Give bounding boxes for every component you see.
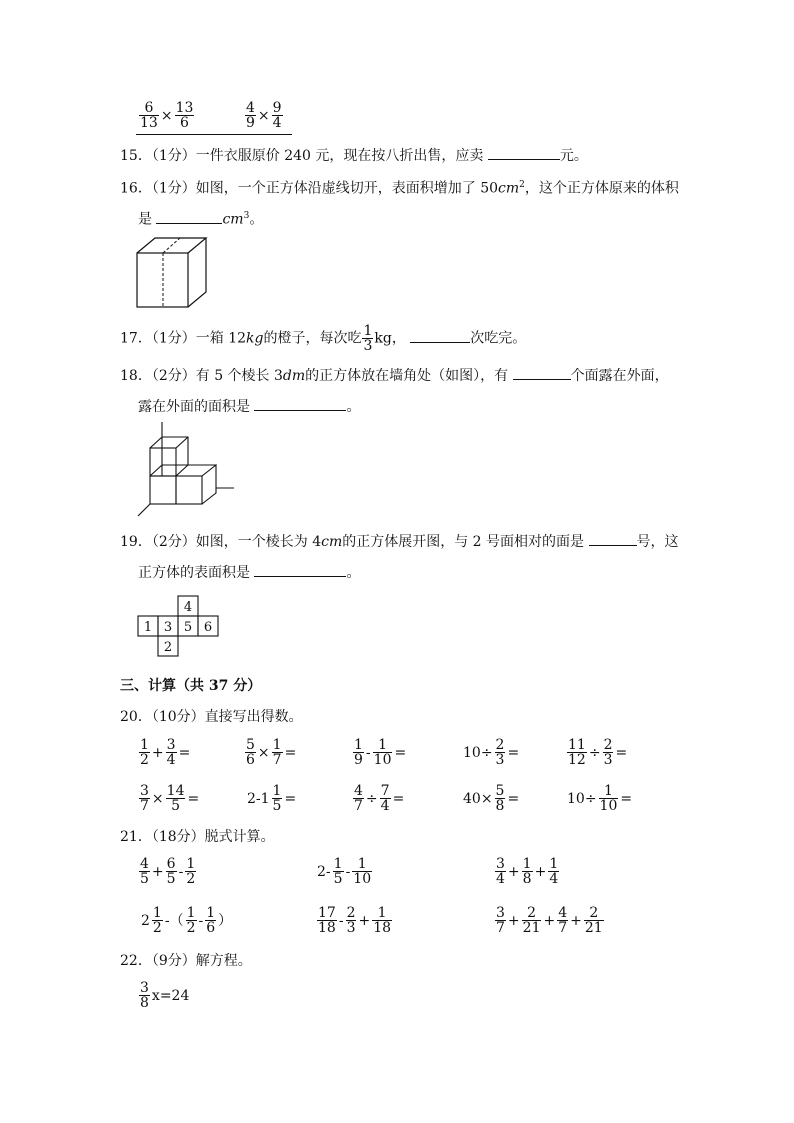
question-20: 20．（10分）直接写出得数。 — [120, 709, 303, 725]
question-19-line2: 正方体的表面积是 。 — [138, 562, 360, 582]
answer-blank-19a[interactable] — [589, 531, 637, 546]
net-face-3: 3 — [163, 620, 173, 635]
q21-r2c2: $\frac{17}{18}$ - $\frac{2}{3}$ + $\frac{1}{18}$ — [318, 905, 392, 936]
answer-blank-18a[interactable] — [513, 365, 571, 380]
q20-item-4: 10÷ $\frac{2}{3}$ = — [463, 737, 520, 768]
top-expression-2: $\frac{4}{9}$ × $\frac{9}{4}$ — [246, 100, 282, 131]
q21-r1c1: $\frac{4}{5}$ + $\frac{6}{5}$ - $\frac{1}{2}$ — [140, 856, 196, 887]
q20-item-7: 2-1 $\frac{1}{5}$ = — [247, 783, 297, 814]
cube-cut-figure — [134, 236, 210, 310]
fraction-one-third: $\frac{1}{3}$ — [363, 323, 373, 354]
net-face-2: 2 — [163, 640, 173, 655]
q20-item-5: $\frac{11}{12}$ ÷ $\frac{2}{3}$ = — [568, 737, 628, 768]
q21-r2c3: $\frac{3}{7}$ + $\frac{2}{21}$ + $\frac{4}{7}$ + $\frac{2}{21}$ — [496, 905, 603, 936]
question-16: 16．（1分）如图，一个正方体沿虚线切开，表面积增加了 $50cm^2$，这个正方体原来的体积 — [120, 180, 679, 197]
net-face-6: 6 — [203, 620, 213, 635]
q20-item-8: $\frac{4}{7}$ ÷ $\frac{7}{4}$ = — [354, 783, 405, 814]
q20-item-3: $\frac{1}{9}$ - $\frac{1}{10}$ = — [354, 737, 407, 768]
q21-r2c1: 2 $\frac{1}{2}$ -（ $\frac{1}{2}$ - $\frac{1}{6}$ ） — [141, 905, 233, 936]
q21-r1c2: 2- $\frac{1}{5}$ - $\frac{1}{10}$ — [317, 856, 372, 887]
q21-r1c3: $\frac{3}{4}$ + $\frac{1}{8}$ + $\frac{1}{4}$ — [496, 856, 559, 887]
answer-blank-19b[interactable] — [254, 562, 346, 577]
question-18-line2: 露在外面的面积是 。 — [138, 396, 360, 416]
question-18: 18．（2分）有 5 个棱长 3dm的正方体放在墙角处（如图），有 个面露在外面， — [120, 365, 669, 385]
q20-item-6: $\frac{3}{7}$ × $\frac{14}{5}$ = — [140, 783, 200, 814]
q20-item-10: 10÷ $\frac{1}{10}$ = — [567, 783, 633, 814]
answer-blank-17[interactable] — [410, 328, 470, 343]
top-expression-1: $\frac{6}{13}$ × $\frac{13}{6}$ — [140, 100, 194, 131]
answer-blank-18b[interactable] — [254, 396, 346, 411]
net-face-5: 5 — [183, 620, 193, 635]
q20-item-9: 40× $\frac{5}{8}$ = — [463, 783, 520, 814]
question-15: 15．（1分）一件衣服原价 240 元，现在按八折出售，应卖 元。 — [120, 145, 588, 165]
q22-equation-1: $\frac{3}{8}$ x=24 — [140, 980, 190, 1011]
question-21: 21．（18分）脱式计算。 — [120, 829, 275, 845]
question-16-line2: 是 $cm^3$。 — [138, 207, 263, 229]
answer-blank-15[interactable] — [488, 145, 560, 160]
q20-item-2: $\frac{5}{6}$ × $\frac{1}{7}$ = — [246, 737, 297, 768]
question-17: 17．（1分）一箱 12kg的橙子，每次吃 $\frac{1}{3}$ kg， 次吃完。 — [120, 323, 527, 354]
cube-net-figure — [136, 594, 224, 658]
question-22: 22．（9分）解方程。 — [120, 953, 252, 969]
question-19: 19．（2分）如图，一个棱长为 4cm的正方体展开图，与 2 号面相对的面是 号，这 — [120, 531, 679, 551]
q20-item-1: $\frac{1}{2}$ + $\frac{3}{4}$ = — [140, 737, 191, 768]
top-divider — [136, 134, 292, 135]
net-face-1: 1 — [143, 620, 153, 635]
answer-blank-16[interactable] — [156, 209, 222, 224]
net-face-4: 4 — [183, 600, 193, 615]
corner-cubes-figure — [134, 420, 238, 520]
section-3-heading: 三、计算（共 37 分） — [120, 678, 262, 694]
